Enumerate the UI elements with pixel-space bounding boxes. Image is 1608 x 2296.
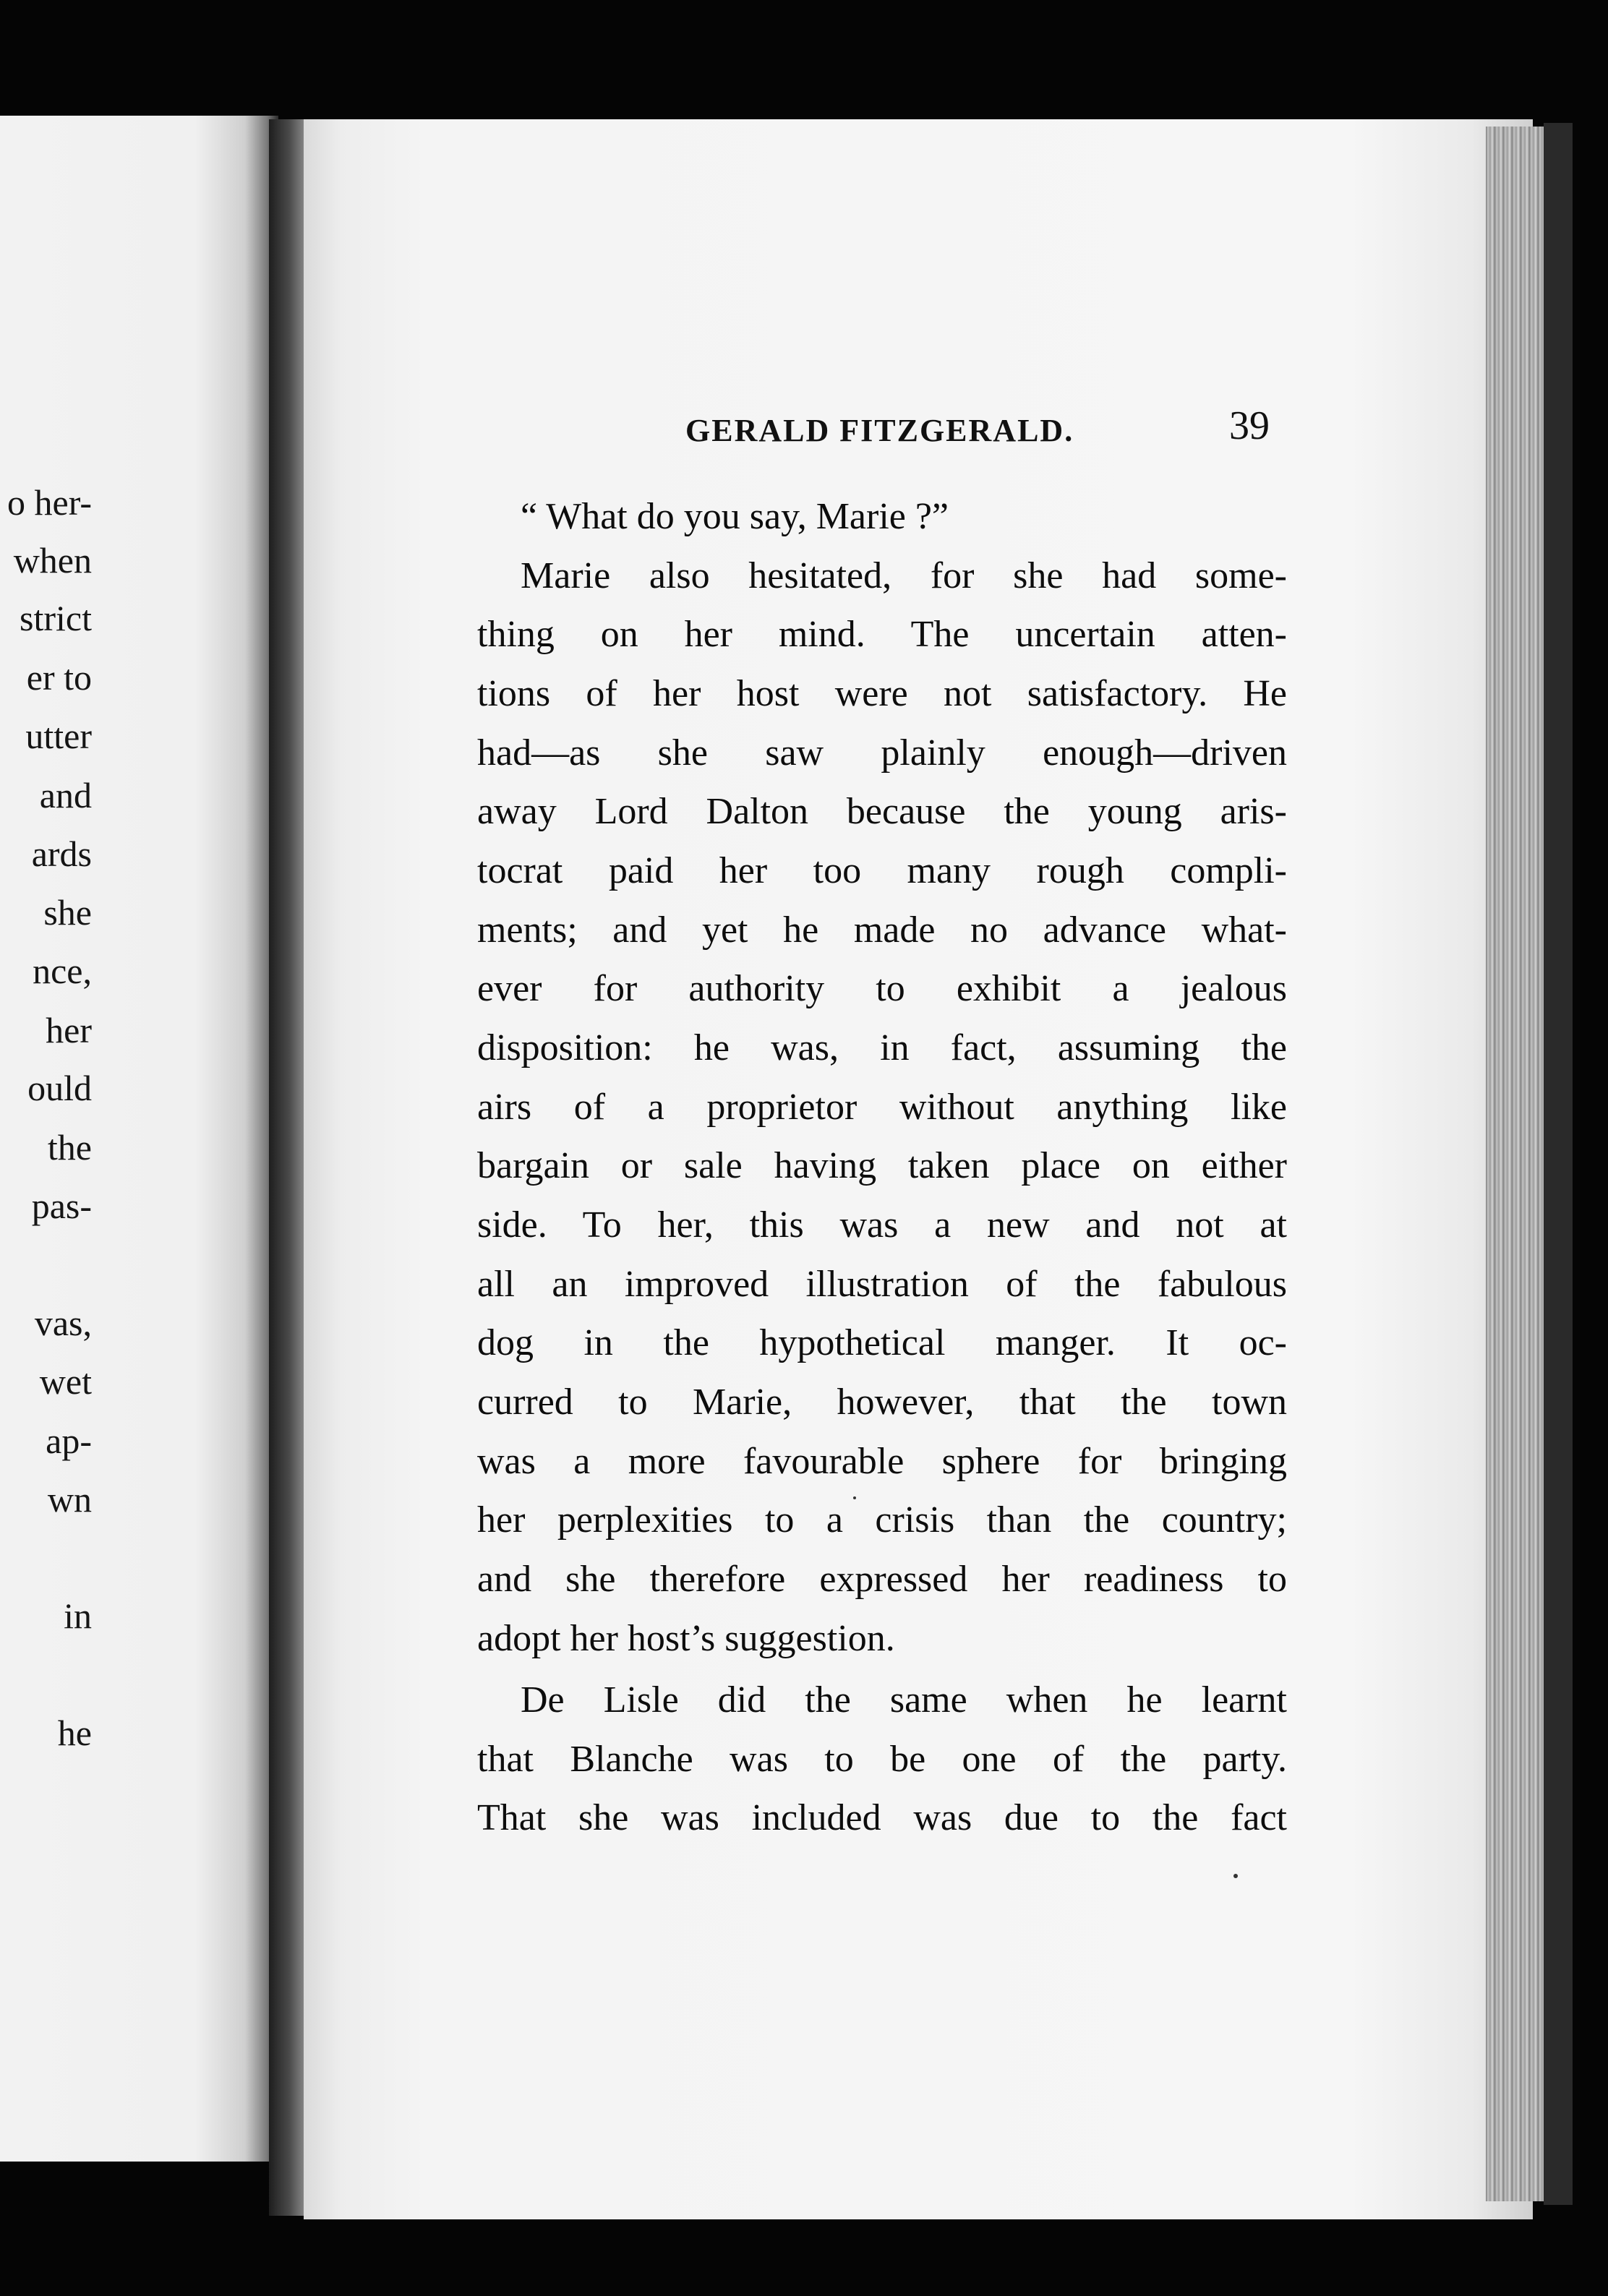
text-line: all an improved illustration of the fabulous	[477, 1264, 1287, 1305]
left-page-fragment: when	[13, 540, 92, 581]
text-line: tocrat paid her too many rough compli-	[477, 850, 1287, 891]
text-line: that Blanche was to be one of the party.	[477, 1739, 1287, 1780]
text-line: and she therefore expressed her readiness to	[477, 1559, 1287, 1600]
text-line: had—as she saw plainly enough—driven	[477, 732, 1287, 774]
left-page-fragment: ap-	[46, 1421, 92, 1461]
cover-edge	[1544, 123, 1573, 2205]
text-line: tions of her host were not satisfactory. He	[477, 673, 1287, 714]
ink-speck	[1233, 1874, 1238, 1878]
left-page-fragment: nce,	[33, 951, 92, 991]
left-page-fragment: pas-	[31, 1186, 92, 1226]
left-page-fragment: the	[47, 1127, 92, 1168]
left-page-fragment: o her-	[7, 482, 92, 523]
running-head: GERALD FITZGERALD.	[685, 413, 1074, 448]
text-line: Marie also hesitated, for she had some-	[521, 555, 1287, 596]
ink-speck	[853, 1496, 856, 1499]
left-page-fragment: ould	[27, 1068, 92, 1108]
text-line: De Lisle did the same when he learnt	[521, 1679, 1287, 1721]
page-number: 39	[1229, 403, 1270, 448]
left-page-fragment: and	[39, 775, 92, 815]
text-line: ever for authority to exhibit a jealous	[477, 968, 1287, 1009]
left-page-fragment: utter	[25, 716, 92, 756]
text-line: was a more favourable sphere for bringing	[477, 1441, 1287, 1482]
text-line: side. To her, this was a new and not at	[477, 1204, 1287, 1246]
left-page-fragment: he	[57, 1713, 92, 1753]
left-page-fragment: her	[46, 1010, 92, 1050]
left-page-fragment: she	[43, 892, 92, 933]
text-line: curred to Marie, however, that the town	[477, 1382, 1287, 1423]
left-page-fragment: er to	[26, 657, 92, 698]
left-facing-page	[0, 116, 278, 2162]
text-line: airs of a proprietor without anything like	[477, 1087, 1287, 1128]
text-line: away Lord Dalton because the young aris-	[477, 791, 1287, 832]
left-page-fragment: wn	[47, 1479, 92, 1520]
left-page-fragment: strict	[20, 598, 92, 638]
left-page-fragment: vas,	[34, 1303, 92, 1343]
text-line: That she was included was due to the fact	[477, 1797, 1287, 1838]
text-line: dog in the hypothetical manger. It oc-	[477, 1322, 1287, 1363]
text-line: bargain or sale having taken place on either	[477, 1145, 1287, 1186]
left-page-fragment: in	[64, 1595, 92, 1636]
text-line: disposition: he was, in fact, assuming the	[477, 1027, 1287, 1068]
text-line: her perplexities to a crisis than the country;	[477, 1499, 1287, 1541]
text-line: adopt her host’s suggestion.	[477, 1618, 895, 1659]
text-line: ments; and yet he made no advance what-	[477, 909, 1287, 951]
left-page-fragment: wet	[39, 1361, 92, 1402]
text-line: “ What do you say, Marie ?”	[521, 496, 949, 537]
left-page-fragment: ards	[31, 834, 92, 874]
text-line: thing on her mind. The uncertain atten-	[477, 614, 1287, 655]
